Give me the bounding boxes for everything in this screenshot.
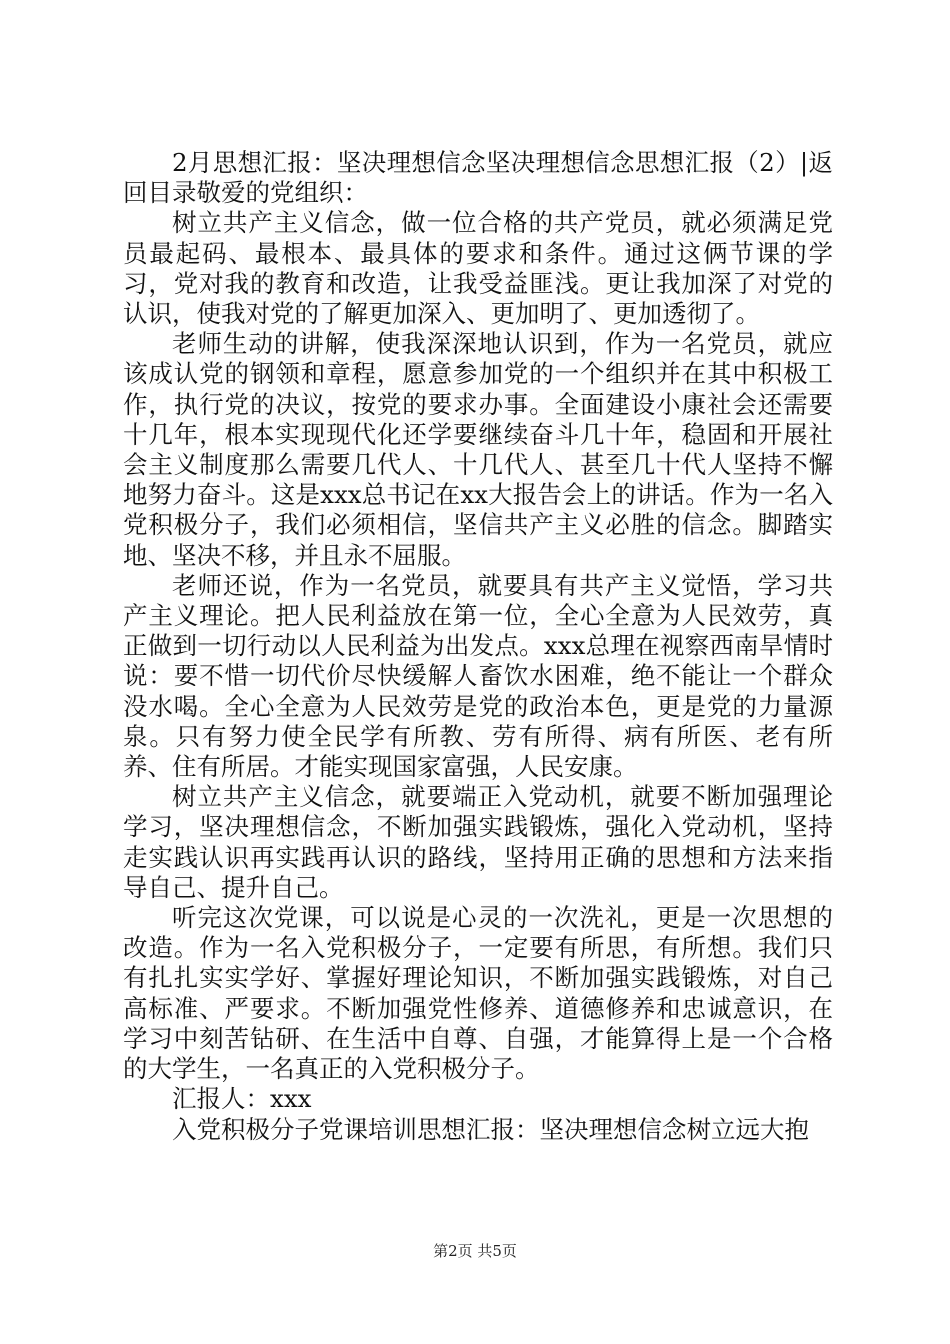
body-paragraph-4: 树立共产主义信念，就要端正入党动机，就要不断加强理论学习，坚决理想信念，不断加强实践锻炼，强化入党动机，坚持走实践认识再实践再认识的路线，坚持用正确的思想和方法来指导自己、提升自己。 xyxy=(123,782,833,902)
body-paragraph-5: 听完这次党课，可以说是心灵的一次洗礼，更是一次思想的改造。作为一名入党积极分子，一定要有所思，有所想。我们只有扎扎实实学好、掌握好理论知识，不断加强实践锻炼，对自己高标准、严要求。不断加强党性修养、道德修养和忠诚意识，在学习中刻苦钻研、在生活中自尊、自强，才能算得上是一个合格的大学生，一名真正的入党积极分子。 xyxy=(123,903,833,1084)
next-section-heading: 入党积极分子党课培训思想汇报：坚决理想信念树立远大抱 xyxy=(172,1114,809,1144)
title-paragraph: 2月思想汇报：坚决理想信念坚决理想信念思想汇报（2）|返回目录敬爱的党组织： xyxy=(123,148,833,208)
body-paragraph-3: 老师还说，作为一名党员，就要具有共产主义觉悟，学习共产主义理论。把人民利益放在第一位，全心全意为人民效劳，真正做到一切行动以人民利益为出发点。xxx总理在视察西南旱情时说：要不惜一切代价尽快缓解人畜饮水困难，绝不能让一个群众没水喝。全心全意为人民效劳是党的政治本色，更是党的力量源泉。只有努力使全民学有所教、劳有所得、病有所医、老有所养、住有所居。才能实现国家富强，人民安康。 xyxy=(123,570,833,782)
document-body xyxy=(123,148,833,1145)
page-number-footer: 第2页 共5页 xyxy=(433,1242,517,1260)
body-paragraph-2: 老师生动的讲解，使我深深地认识到，作为一名党员，就应该成认党的钢领和章程，愿意参加党的一个组织并在其中积极工作，执行党的决议，按党的要求办事。全面建设小康社会还需要十几年，根本实现现代化还学要继续奋斗几十年，稳固和开展社会主义制度那么需要几代人、十几代人、甚至几十代人坚持不懈地努力奋斗。这是xxx总书记在xx大报告会上的讲话。作为一名入党积极分子，我们必须相信，坚信共产主义必胜的信念。脚踏实地、坚决不移，并且永不屈服。 xyxy=(123,329,833,570)
body-paragraph-1: 树立共产主义信念，做一位合格的共产党员，就必须满足党员最起码、最根本、最具体的要求和条件。通过这俩节课的学习，党对我的教育和改造，让我受益匪浅。更让我加深了对党的认识，使我对党的了解更加深入、更加明了、更加透彻了。 xyxy=(123,208,833,329)
reporter-line: 汇报人：xxx xyxy=(172,1084,312,1114)
